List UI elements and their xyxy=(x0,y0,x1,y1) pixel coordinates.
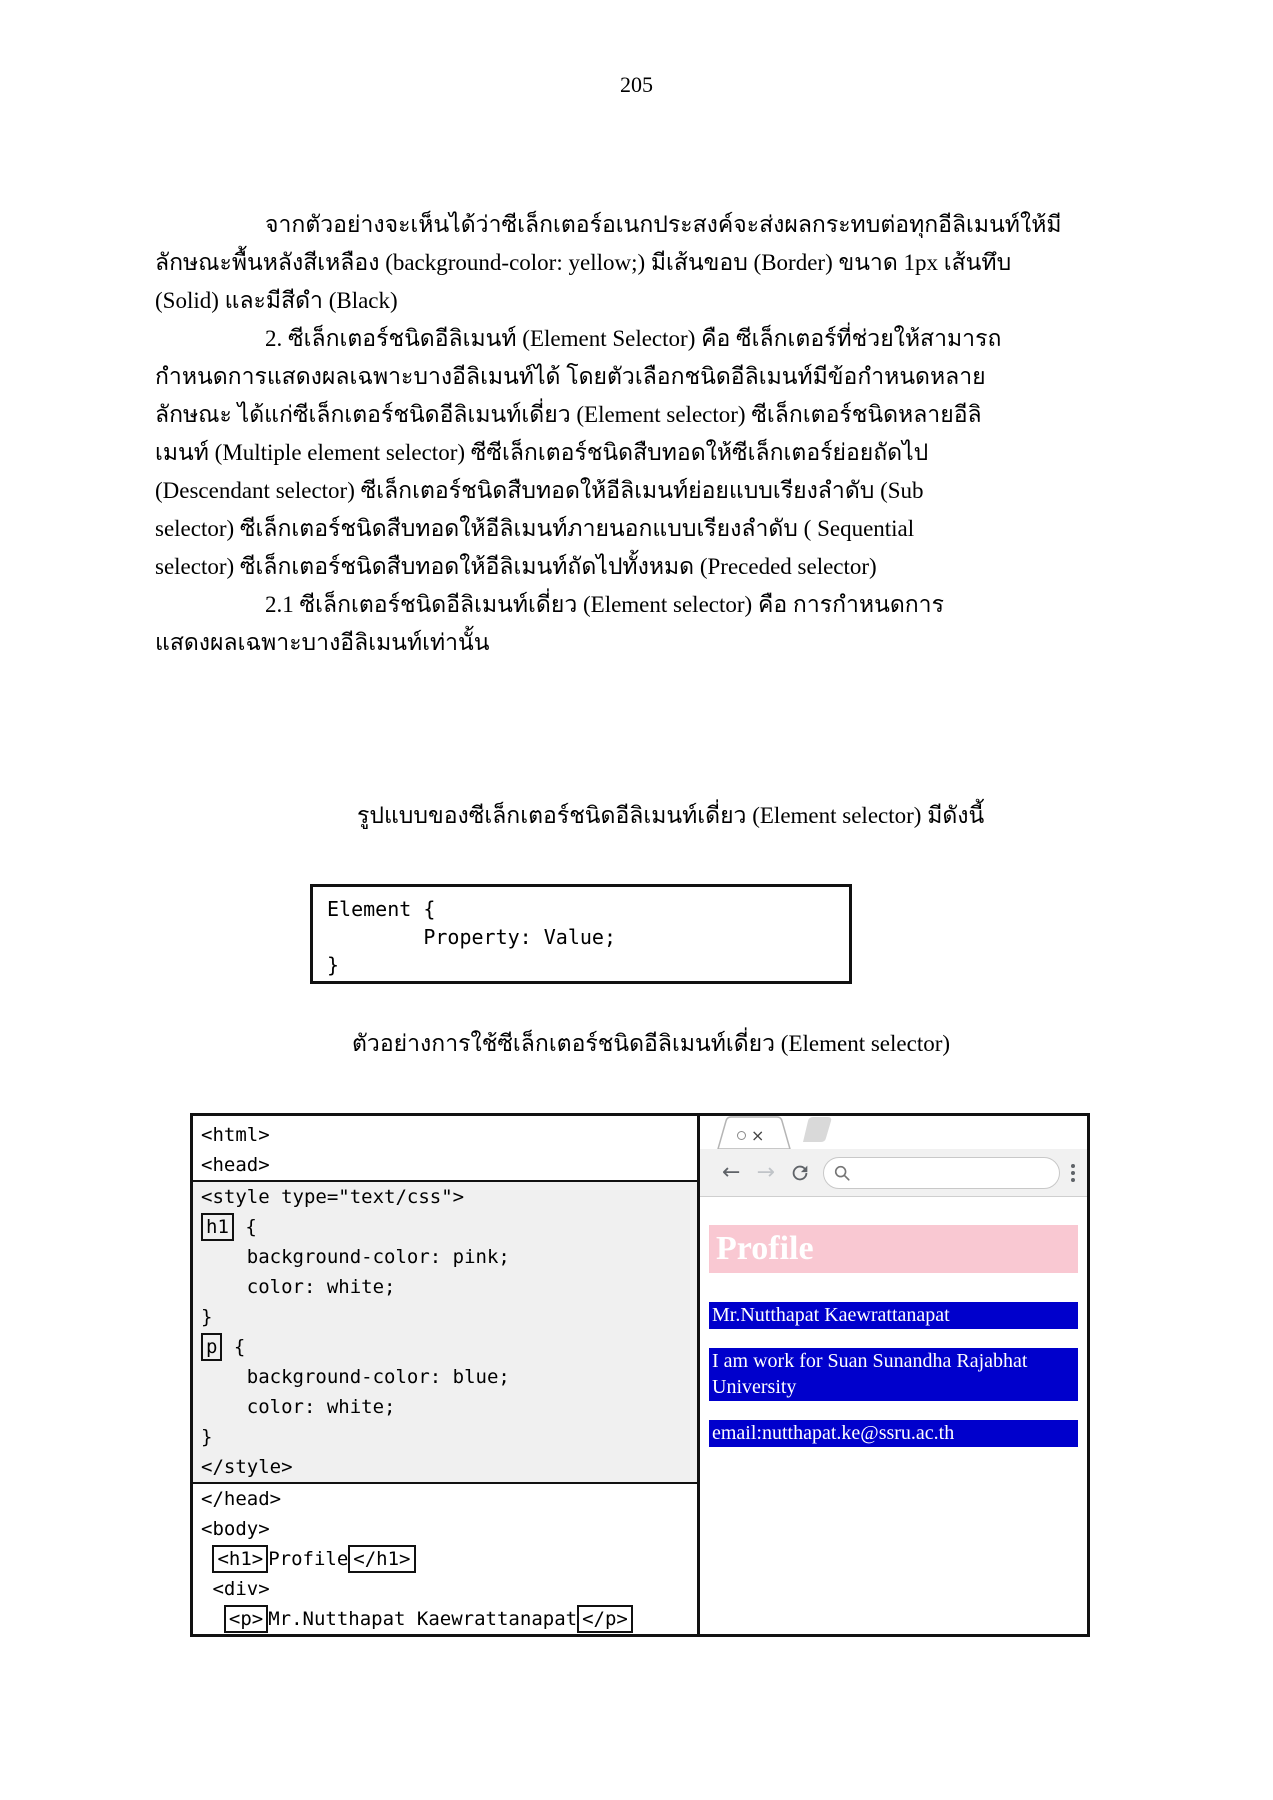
example-caption: ตัวอย่างการใช้ซีเล็กเตอร์ชนิดอีลิเมนท์เดี่ยว (Element selector) xyxy=(352,1031,951,1056)
code-line xyxy=(193,1392,697,1422)
rendered-paragraph: Mr.Nutthapat Kaewrattanapat xyxy=(709,1302,1078,1329)
browser-tab[interactable] xyxy=(700,1116,840,1149)
code-text: { xyxy=(233,1216,257,1238)
paragraph-line: (Solid) และมีสีดำ (Black) xyxy=(155,288,398,313)
code-text: background-color: pink; xyxy=(201,1246,510,1268)
new-tab-button[interactable] xyxy=(803,1117,831,1142)
menu-icon[interactable] xyxy=(1071,1164,1075,1182)
forward-icon[interactable]: → xyxy=(756,1159,775,1185)
code-text: <html> xyxy=(201,1124,270,1146)
code-line xyxy=(193,1422,697,1452)
code-text: </style> xyxy=(201,1456,293,1478)
code-text: { xyxy=(222,1336,246,1358)
boxed-tag-token: p xyxy=(201,1333,222,1361)
boxed-tag-token: <h1> xyxy=(212,1545,268,1573)
code-line xyxy=(193,1604,697,1634)
code-line xyxy=(193,1544,697,1574)
paragraph-line: selector) ซีเล็กเตอร์ชนิดสืบทอดให้อีลิเมนท์ภายนอกแบบเรียงลำดับ ( Sequential xyxy=(155,516,915,541)
tab-close-icon[interactable]: × xyxy=(751,1126,765,1145)
page-number: 205 xyxy=(620,72,653,97)
paragraph-line: selector) ซีเล็กเตอร์ชนิดสืบทอดให้อีลิเมนท์ถัดไปทั้งหมด (Preceded selector) xyxy=(155,554,877,579)
code-text: <body> xyxy=(201,1518,270,1540)
rendered-paragraph: email:nutthapat.ke@ssru.ac.th xyxy=(709,1420,1078,1447)
paragraph-line: เมนท์ (Multiple element selector) ซีซีเล็กเตอร์ชนิดสืบทอดให้ซีเล็กเตอร์ย่อยถัดไป xyxy=(155,440,929,465)
back-icon[interactable]: ← xyxy=(722,1159,741,1185)
code-line xyxy=(193,1302,697,1332)
rendered-paragraphs xyxy=(709,1302,1078,1447)
paragraph-line: ลักษณะพื้นหลังสีเหลือง (background-color: yellow;) มีเส้นขอบ (Border) ขนาด 1px เส้นทึบ xyxy=(155,250,1012,275)
code-line xyxy=(193,1150,697,1180)
reload-icon[interactable] xyxy=(789,1162,811,1184)
code-text: <head> xyxy=(201,1154,270,1176)
browser-toolbar xyxy=(700,1149,1087,1197)
boxed-tag-token: </p> xyxy=(577,1605,633,1633)
code-text: color: white; xyxy=(201,1396,396,1418)
code-line xyxy=(193,1484,697,1514)
boxed-tag-token: </h1> xyxy=(348,1545,415,1573)
paragraph-line: 2. ซีเล็กเตอร์ชนิดอีลิเมนท์ (Element Selector) คือ ซีเล็กเตอร์ที่ช่วยให้สามารถ xyxy=(265,326,1002,351)
address-bar[interactable] xyxy=(823,1157,1060,1189)
syntax-box xyxy=(310,884,852,984)
paragraph-line: กำหนดการแสดงผลเฉพาะบางอีลิเมนท์ได้ โดยตัวเลือกชนิดอีลิเมนท์มีข้อกำหนดหลาย xyxy=(155,364,986,389)
boxed-tag-token: h1 xyxy=(201,1213,234,1241)
code-text: color: white; xyxy=(201,1276,396,1298)
paragraph-line: 2.1 ซีเล็กเตอร์ชนิดอีลิเมนท์เดี่ยว (Element selector) คือ การกำหนดการ xyxy=(265,592,944,617)
rendered-heading: Profile xyxy=(709,1225,1078,1273)
code-text: } xyxy=(201,1306,213,1328)
body-text xyxy=(155,206,1120,662)
code-section-plain xyxy=(193,1484,697,1634)
search-icon xyxy=(833,1164,851,1182)
code-line xyxy=(193,1182,697,1212)
code-line xyxy=(193,1514,697,1544)
code-text xyxy=(201,1608,224,1630)
code-line xyxy=(193,1332,697,1362)
code-section-plain xyxy=(193,1116,697,1180)
code-text: Mr.Nutthapat Kaewrattanapat xyxy=(268,1608,578,1630)
code-text: background-color: blue; xyxy=(201,1366,510,1388)
browser-panel xyxy=(700,1113,1090,1637)
code-line xyxy=(193,1120,697,1150)
code-line xyxy=(193,1272,697,1302)
code-text xyxy=(201,1548,212,1570)
code-text: </head> xyxy=(201,1488,282,1510)
code-section-shaded xyxy=(193,1180,697,1484)
code-text: <div> xyxy=(201,1578,270,1600)
source-code-panel xyxy=(190,1113,700,1637)
favicon-icon xyxy=(737,1131,746,1140)
code-text: Profile xyxy=(268,1548,349,1570)
code-line xyxy=(193,1574,697,1604)
syntax-line: } xyxy=(327,953,340,977)
rendered-page xyxy=(700,1197,1087,1634)
boxed-tag-token: <p> xyxy=(224,1605,268,1633)
code-line xyxy=(193,1362,697,1392)
browser-tab-strip xyxy=(700,1116,1087,1149)
code-line xyxy=(193,1242,697,1272)
rendered-paragraph: I am work for Suan Sunandha Rajabhat University xyxy=(709,1348,1078,1401)
format-caption: รูปแบบของซีเล็กเตอร์ชนิดอีลิเมนท์เดี่ยว (Element selector) มีดังนี้ xyxy=(357,803,985,828)
code-text: } xyxy=(201,1426,213,1448)
code-text: <style type="text/css"> xyxy=(201,1186,465,1208)
example-figure xyxy=(190,1113,1090,1637)
syntax-line: Property: Value; xyxy=(327,925,616,949)
code-line xyxy=(193,1212,697,1242)
syntax-line: Element { xyxy=(327,897,436,921)
paragraph-line: แสดงผลเฉพาะบางอีลิเมนท์เท่านั้น xyxy=(155,630,490,655)
paragraph-line: จากตัวอย่างจะเห็นได้ว่าซีเล็กเตอร์อเนกประสงค์จะส่งผลกระทบต่อทุกอีลิเมนท์ให้มี xyxy=(265,212,1062,237)
paragraph-line: ลักษณะ ได้แก่ซีเล็กเตอร์ชนิดอีลิเมนท์เดี่ยว (Element selector) ซีเล็กเตอร์ชนิดหลายอีลิ xyxy=(155,402,982,427)
paragraph-line: (Descendant selector) ซีเล็กเตอร์ชนิดสืบทอดให้อีลิเมนท์ย่อยแบบเรียงลำดับ (Sub xyxy=(155,478,924,503)
code-line xyxy=(193,1452,697,1482)
